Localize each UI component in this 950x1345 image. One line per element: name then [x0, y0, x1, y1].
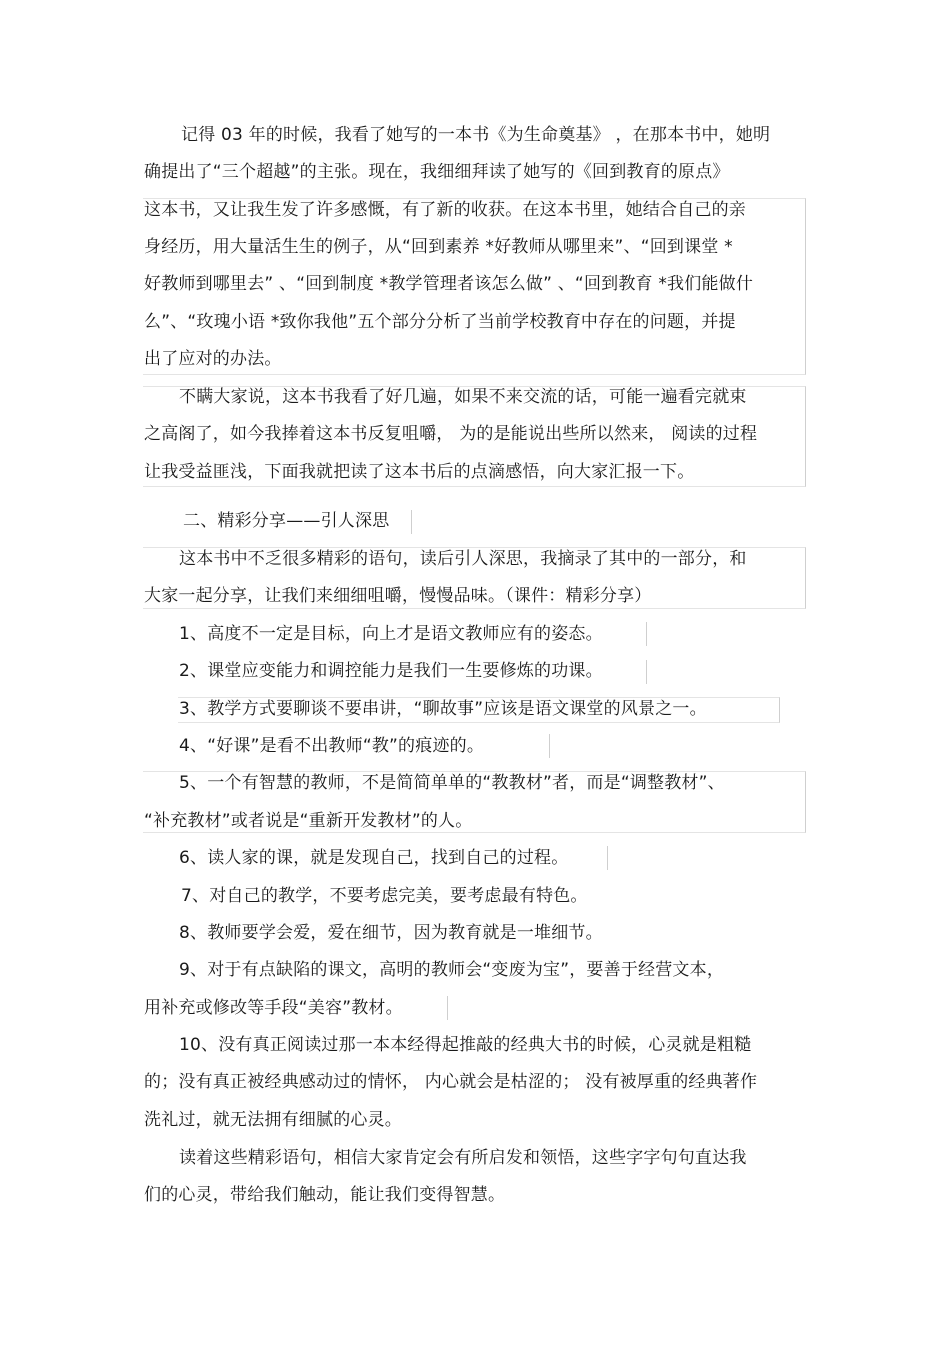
paragraph-line: 不瞒大家说，这本书我看了好几遍，如果不来交流的话，可能一遍看完就束 [179, 387, 747, 407]
quote-item: 3、教学方式要聊谈不要串讲，“聊故事”应该是语文课堂的风景之一。 [179, 699, 707, 719]
quote-item: 9、对于有点缺陷的课文，高明的教师会“变废为宝”，要善于经营文本， [179, 960, 725, 980]
paragraph-line: 记得 03 年的时候，我看了她写的一本书《为生命奠基》 ，在那本书中，她明 [181, 125, 771, 145]
quote-item: 4、“好课”是看不出教师“教”的痕迹的。 [179, 736, 485, 756]
paragraph-line: 之高阁了，如今我捧着这本书反复咀嚼， 为的是能说出些所以然来， 阅读的过程 [144, 424, 758, 444]
scan-frame [447, 996, 448, 1020]
quote-item: 洗礼过，就无法拥有细腻的心灵。 [144, 1110, 402, 1130]
quote-item: 10、没有真正阅读过那一本本经得起推敲的经典大书的时候，心灵就是粗糙 [179, 1035, 752, 1055]
paragraph-line: 这本书，又让我生发了许多感慨，有了新的收获。在这本书里，她结合自己的亲 [144, 200, 746, 220]
paragraph-line: 么”、“玫瑰小语 *致你我他”五个部分分析了当前学校教育中存在的问题，并提 [144, 312, 736, 332]
paragraph-line: 身经历，用大量活生生的例子，从“回到素养 *好教师从哪里来”、“回到课堂 * [144, 237, 733, 257]
quote-item: 用补充或修改等手段“美容”教材。 [144, 998, 403, 1018]
scan-frame [607, 846, 608, 870]
quote-item: 5、一个有智慧的教师，不是简简单单的“教教材”者，而是“调整教材”、 [179, 773, 725, 793]
paragraph-line: 好教师到哪里去” 、“回到制度 *教学管理者该怎么做” 、“回到教育 *我们能做什 [144, 274, 754, 294]
quote-item: 6、读人家的课，就是发现自己，找到自己的过程。 [179, 848, 569, 868]
paragraph-line: 这本书中不乏很多精彩的语句，读后引人深思，我摘录了其中的一部分，和 [179, 549, 747, 569]
quote-item: 8、教师要学会爱，爱在细节，因为教育就是一堆细节。 [179, 923, 603, 943]
quote-item: 1、高度不一定是目标，向上才是语文教师应有的姿态。 [179, 624, 603, 644]
quote-item: 的；没有真正被经典感动过的情怀， 内心就会是枯涩的； 没有被厚重的经典著作 [144, 1072, 758, 1092]
paragraph-line: 读着这些精彩语句，相信大家肯定会有所启发和领悟，这些字字句句直达我 [179, 1148, 747, 1168]
paragraph-line: 大家一起分享，让我们来细细咀嚼，慢慢品味。（课件：精彩分享） [144, 586, 652, 606]
scan-frame [411, 510, 412, 534]
paragraph-line: 确提出了“三个超越”的主张。现在，我细细拜读了她写的《回到教育的原点》 [144, 162, 730, 182]
paragraph-line: 让我受益匪浅，下面我就把读了这本书后的点滴感悟，向大家汇报一下。 [144, 462, 695, 482]
scan-frame [549, 734, 550, 758]
quote-item: “补充教材”或者说是“重新开发教材”的人。 [144, 811, 473, 831]
paragraph-line: 出了应对的办法。 [144, 349, 282, 369]
quote-item: 2、课堂应变能力和调控能力是我们一生要修炼的功课。 [179, 661, 603, 681]
paragraph-line: 们的心灵，带给我们触动，能让我们变得智慧。 [144, 1185, 506, 1205]
section-heading: 二、精彩分享——引人深思 [183, 511, 390, 531]
scan-frame [646, 622, 647, 646]
scan-frame [646, 660, 647, 684]
quote-item: 7、对自己的教学，不要考虑完美，要考虑最有特色。 [181, 886, 588, 906]
